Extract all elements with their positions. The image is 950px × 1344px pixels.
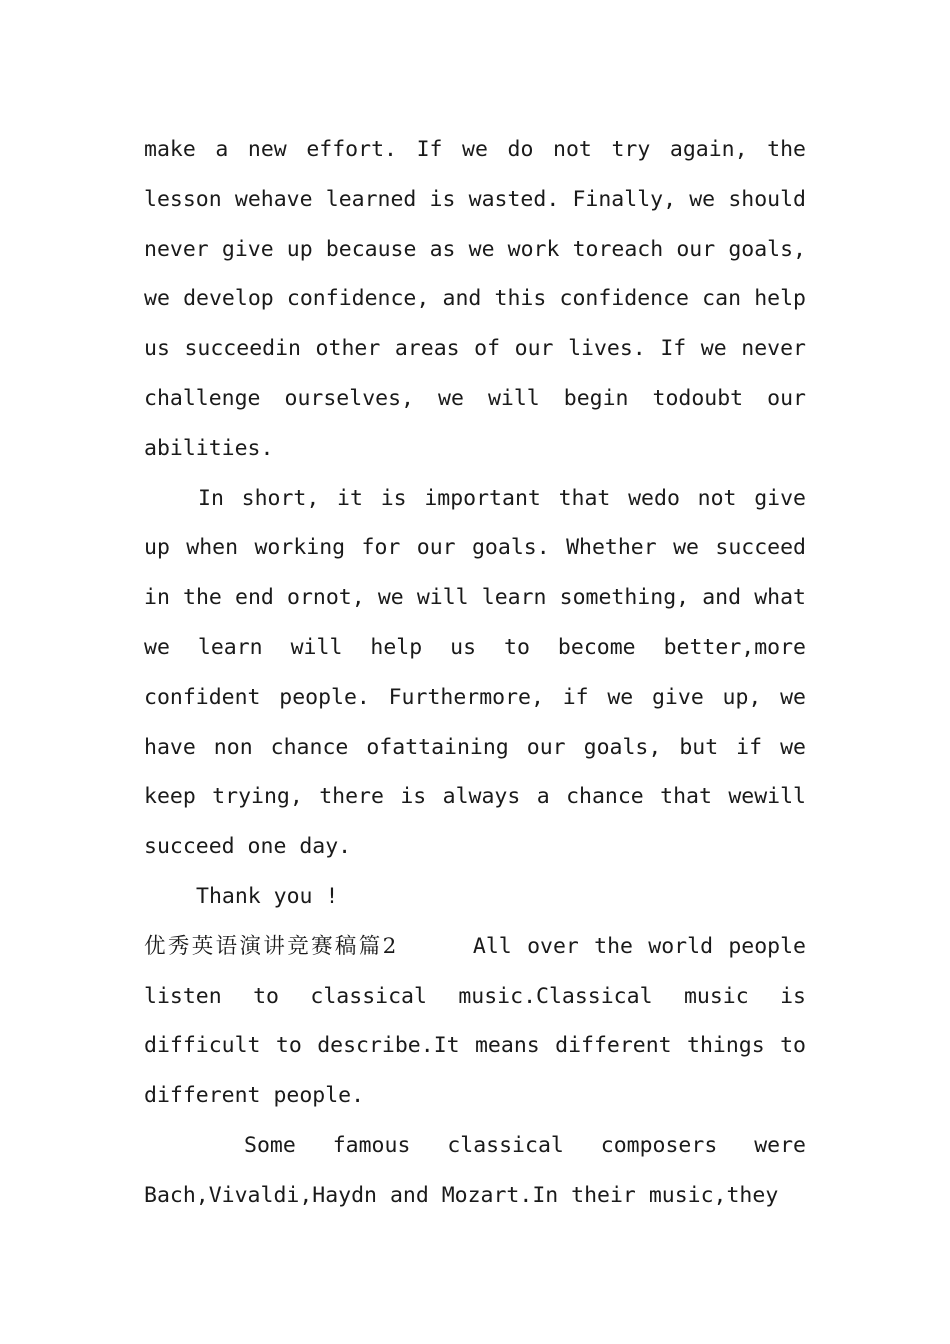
- section-intro-text: All over the world people listen to classical music.Classical music is difficult to describe.It means different things to different people.: [144, 933, 806, 1109]
- paragraph-continuation: make a new effort. If we do not try again, the lesson wehave learned is wasted. Finally, we should never give up because as we work toreach our goals, we develop confidence, and this confidence can help us succeedin other areas of our lives. If we never challenge ourselves, we will begin todoubt our abilities.: [144, 137, 806, 461]
- document-body: [144, 125, 806, 1221]
- paragraph-section-2: [144, 922, 806, 1121]
- section-spacer: [396, 934, 473, 959]
- section-heading: 优秀英语演讲竞赛稿篇2: [144, 933, 397, 959]
- paragraph-conclusion: In short, it is important that wedo not give up when working for our goals. Whether we succeed in the end ornot, we will learn something, and what we learn will help us to become better,more confident people. Furthermore, if we give up, we have non chance ofattaining our goals, but if we keep trying, there is always a chance that wewill succeed one day.: [144, 485, 806, 860]
- paragraph-thanks: Thank you !: [196, 883, 339, 909]
- paragraph-composers: Some famous classical composers were Bach,Vivaldi,Haydn and Mozart.In their music,they: [144, 1132, 806, 1208]
